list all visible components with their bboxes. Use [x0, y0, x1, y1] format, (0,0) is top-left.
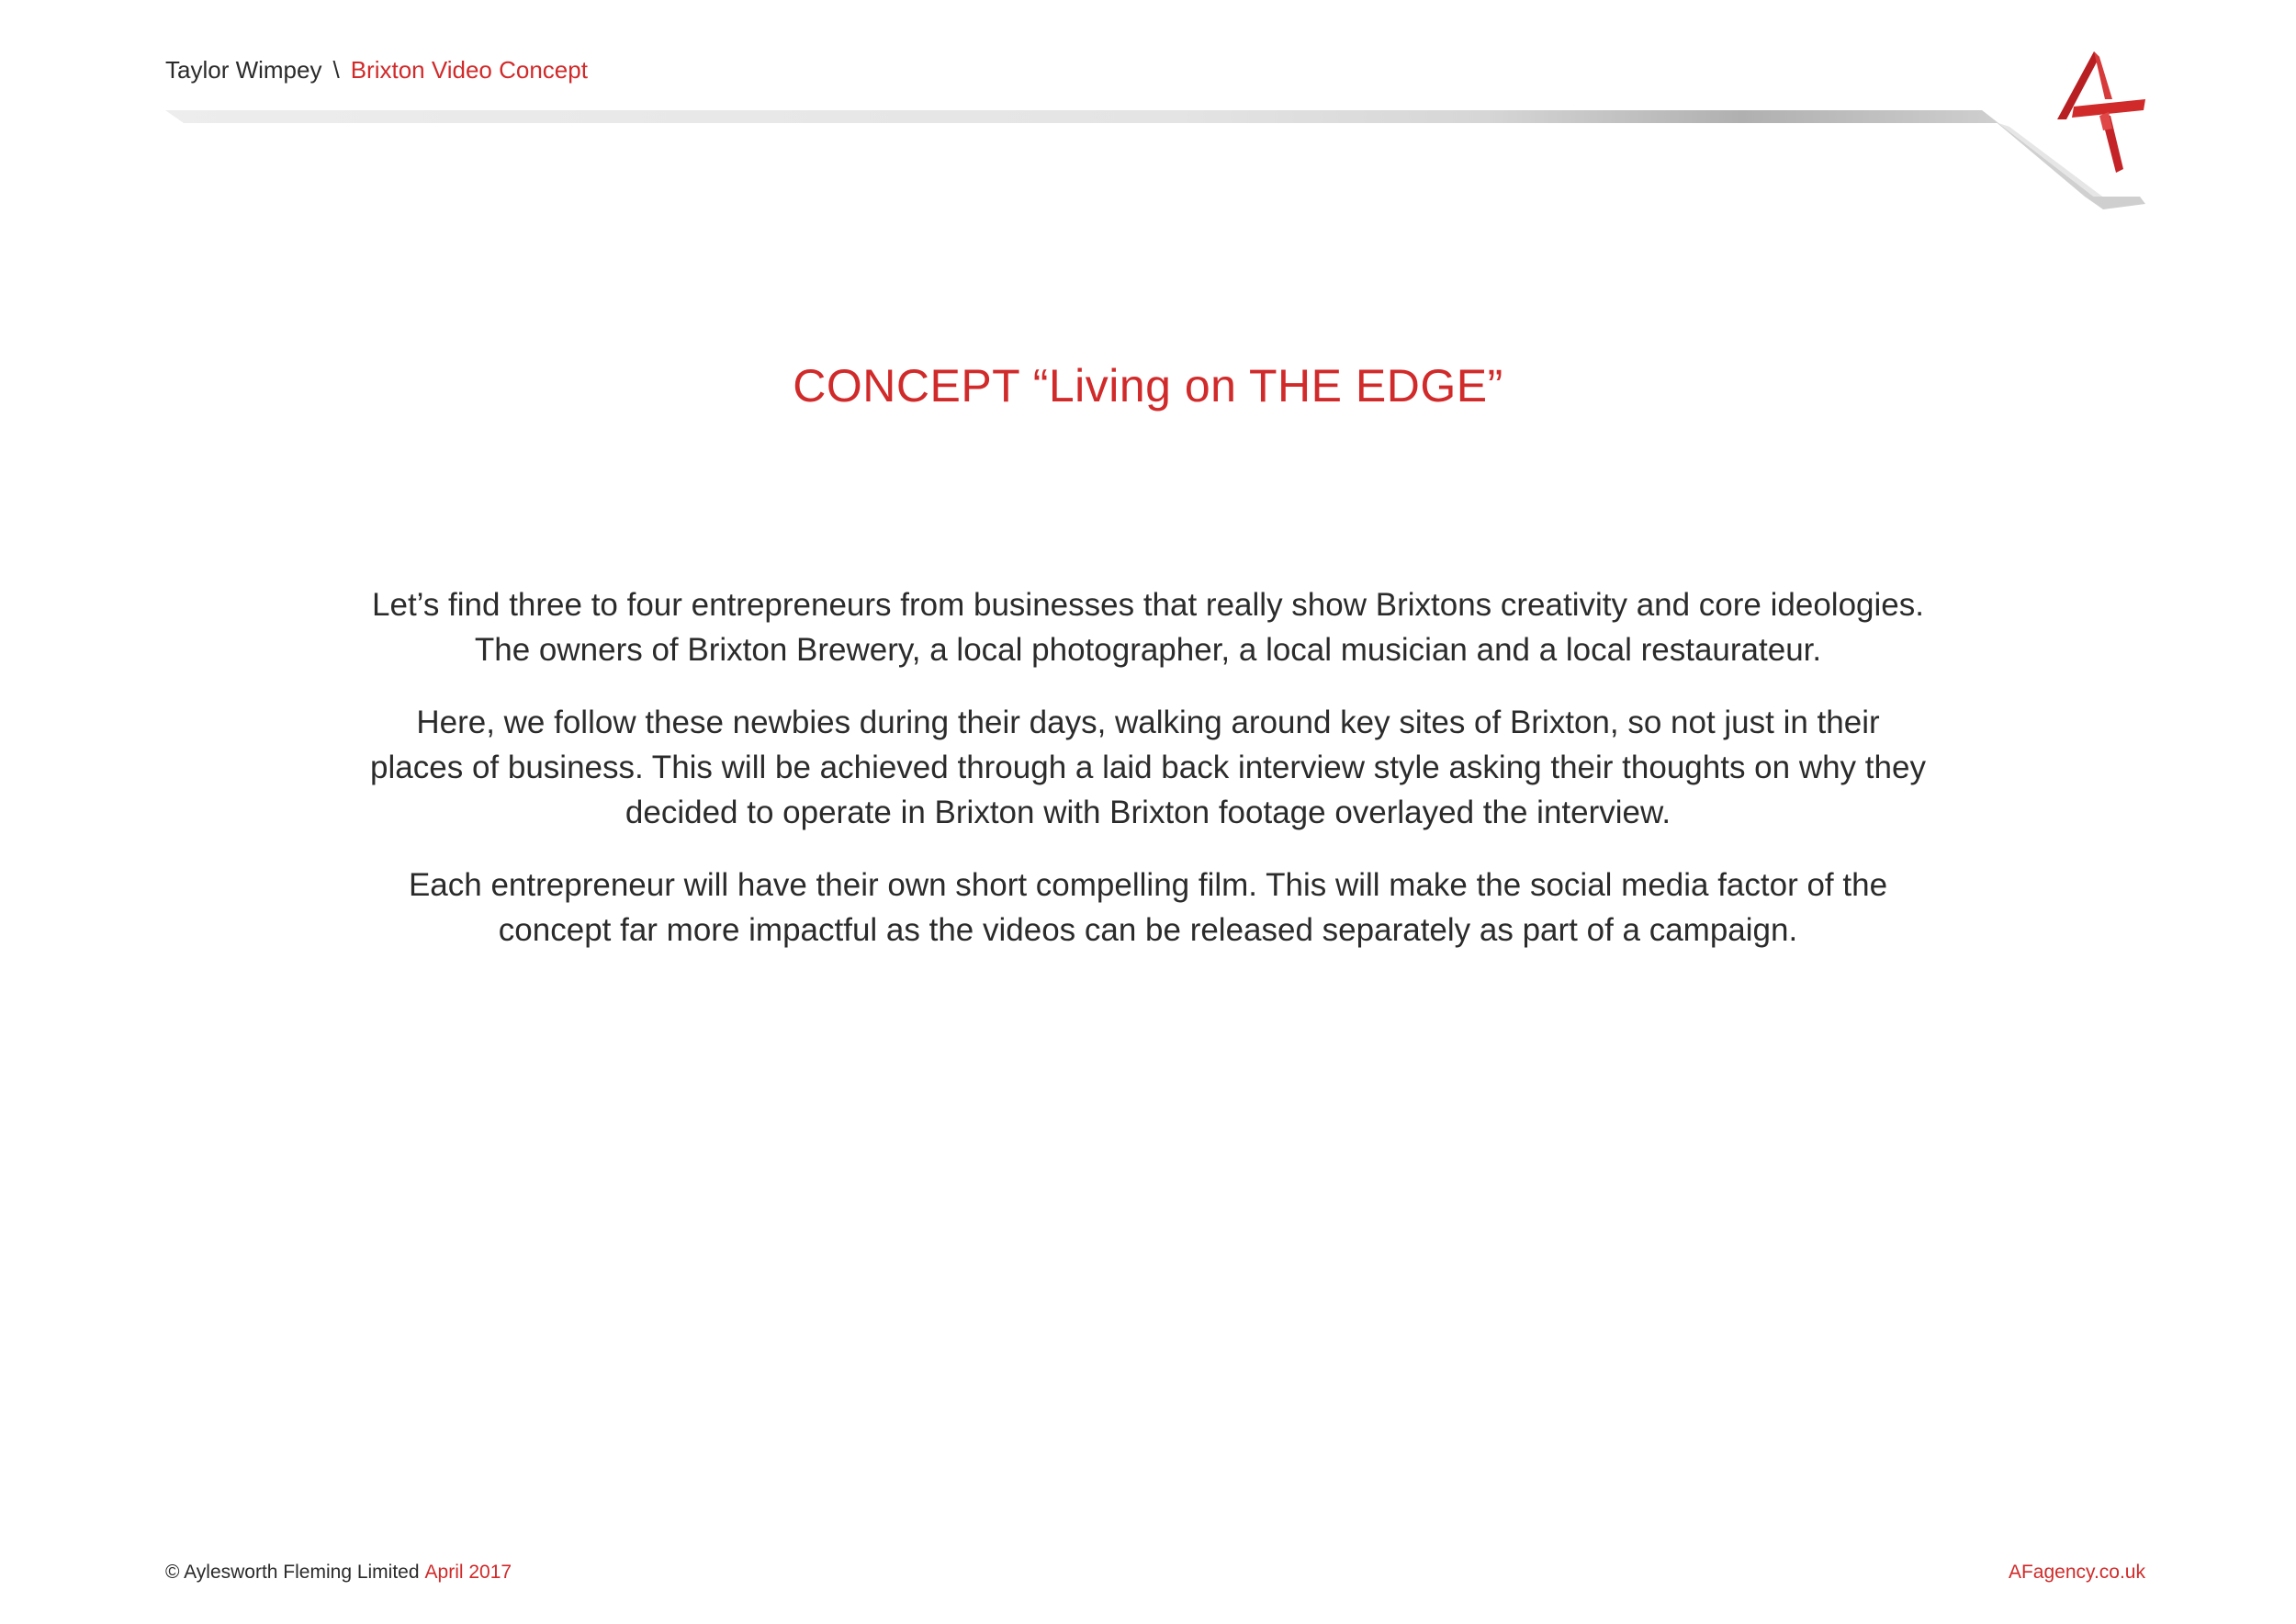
paragraph: Here, we follow these newbies during their days, walking around key sites of Brixton, so not just in their places of business. This will be achieved through a laid back interview style asking their thoughts on why they decided to operate in Brixton with Brixton footage overlayed the interview. [370, 705, 1926, 830]
body-copy [367, 582, 1929, 980]
footer-website-link[interactable]: AFagency.co.uk [2008, 1562, 2145, 1583]
paragraph: Let’s find three to four entrepreneurs from businesses that really show Brixtons creativity and core ideologies. The owners of Brixton Brewery, a local photographer, a local musician and a local restaurateur. [372, 587, 1924, 668]
copyright-text: © Aylesworth Fleming Limited [165, 1562, 420, 1583]
af-logo-icon [2055, 51, 2145, 178]
paragraph: Each entrepreneur will have their own short compelling film. This will make the social media factor of the concept far more impactful as the videos can be released separately as part of a campaign. [408, 867, 1888, 948]
footer-copyright [165, 1560, 512, 1585]
breadcrumb-project: Brixton Video Concept [350, 56, 588, 84]
page-title: CONCEPT “Living on THE EDGE” [793, 360, 1503, 412]
footer-date: April 2017 [424, 1562, 512, 1583]
breadcrumb-separator: \ [332, 56, 340, 84]
header-band [0, 0, 2296, 220]
breadcrumb-client: Taylor Wimpey [165, 56, 322, 84]
